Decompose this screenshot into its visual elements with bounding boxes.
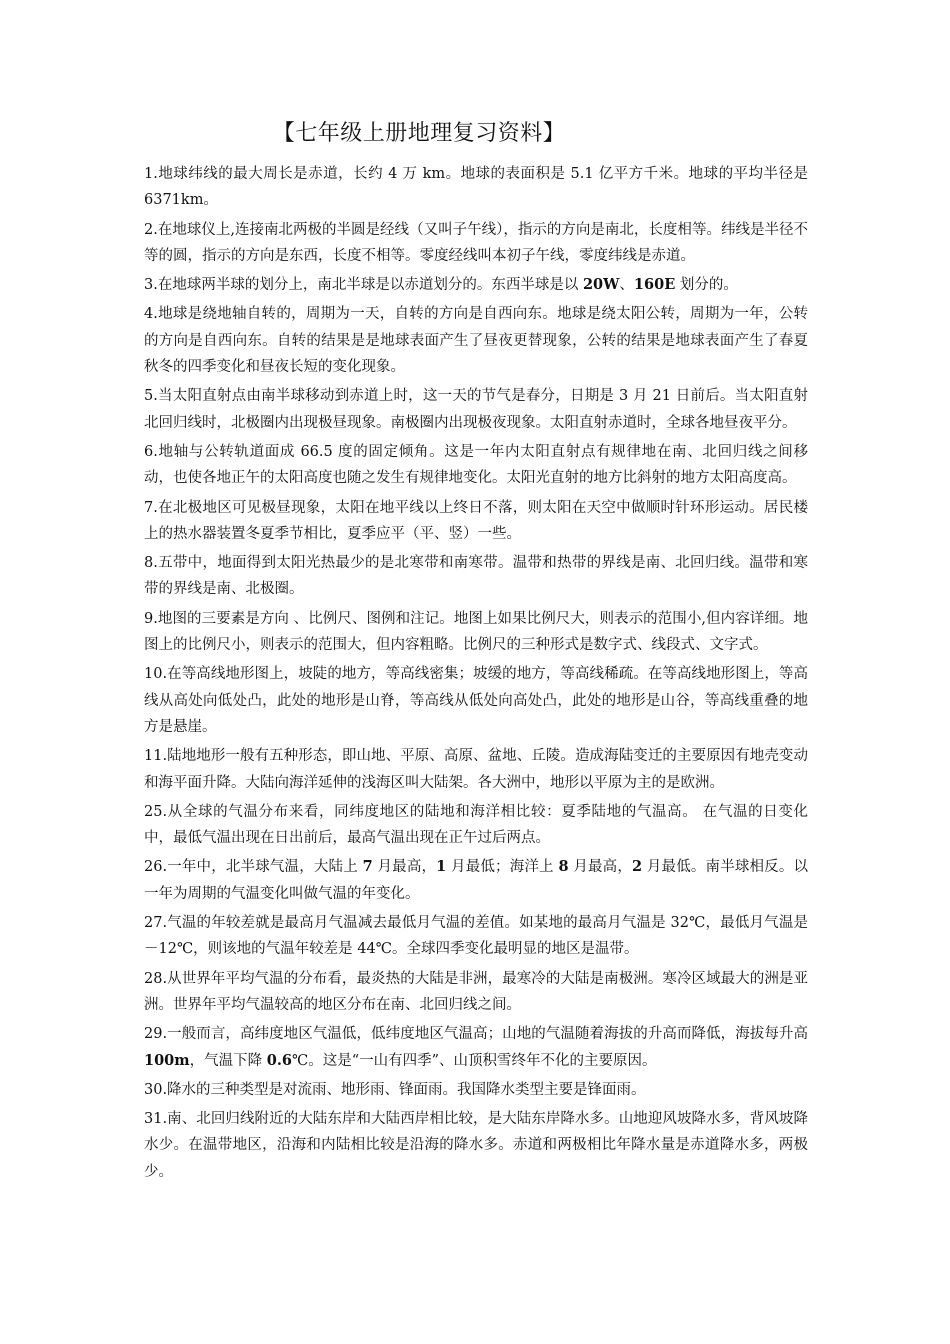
text-run: 27.气温的年较差就是最高月气温减去最低月气温的差值。如某地的最高月气温是 32℃，最低月气温是－12℃，则该地的气温年较差是 44℃。全球四季变化最明显的地区是温带。 <box>144 915 808 958</box>
text-run: 月最高， <box>372 859 437 876</box>
bold-text: 100m <box>144 1051 190 1069</box>
paragraph <box>144 743 808 796</box>
text-run: 5.当太阳直射点由南半球移动到赤道上时，这一天的节气是春分，日期是 3 月 21 日前后。当太阳直射北回归线时，北极圈内出现极昼现象。南极圈内出现极夜现象。太阳直射赤道时，全球各地昼夜平分。 <box>144 388 808 431</box>
text-run: 7.在北极地区可见极昼现象，太阳在地平线以上终日不落，则太阳在天空中做顺时针环形运动。居民楼上的热水器装置冬夏季节相比，夏季应平（平、竖）一些。 <box>144 499 808 542</box>
paragraph <box>144 301 808 380</box>
text-run: 划分的。 <box>675 277 738 294</box>
bold-text: 0.6 <box>266 1051 292 1069</box>
bold-text: 20W <box>582 276 620 294</box>
paragraph <box>144 272 808 298</box>
text-run: 、 <box>619 277 634 294</box>
bold-text: 2 <box>632 858 643 876</box>
paragraph <box>144 1077 808 1103</box>
paragraph <box>144 966 808 1019</box>
document-title: 【七年级上册地理复习资料】 <box>272 121 566 146</box>
text-run: 8.五带中，地面得到太阳光热最少的是北寒带和南寒带。温带和热带的界线是南、北回归线。温带和寒带的界线是南、北极圈。 <box>144 555 808 598</box>
bold-text: 8 <box>558 858 569 876</box>
text-run: 30.降水的三种类型是对流雨、地形雨、锋面雨。我国降水类型主要是锋面雨。 <box>144 1081 646 1098</box>
paragraph <box>144 550 808 603</box>
paragraph <box>144 217 808 270</box>
text-run: 1.地球纬线的最大周长是赤道，长约 4 万 km。地球的表面积是 5.1 亿平方千米。地球的平均半径是 6371km。 <box>144 166 808 209</box>
paragraph <box>144 161 808 214</box>
text-run: 10.在等高线地形图上，坡陡的地方，等高线密集；坡缓的地方，等高线稀疏。在等高线地形图上，等高线从高处向低处凸，此处的地形是山脊，等高线从低处向高处凸，此处的地形是山谷，等高线重叠的地方是悬崖。 <box>144 666 808 735</box>
text-run: 6.地轴与公转轨道面成 66.5 度的固定倾角。这是一年内太阳直射点有规律地在南、北回归线之间移动，也使各地正午的太阳高度也随之发生有规律地变化。太阳光直射的地方比斜射的地方太阳高度高。 <box>144 443 808 487</box>
bold-text: 1 <box>436 858 447 876</box>
text-run: 2.在地球仪上,连接南北两极的半圆是经线（又叫子午线），指示的方向是南北，长度相等。纬线是半径不等的圆，指示的方向是东西，长度不相等。零度经线叫本初子午线，零度纬线是赤道。 <box>144 221 808 264</box>
text-run: 11.陆地地形一般有五种形态，即山地、平原、高原、盆地、丘陵。造成海陆变迁的主要原因有地壳变动和海平面升降。大陆向海洋延伸的浅海区叫大陆架。各大洲中，地形以平原为主的是欧洲。 <box>144 748 808 791</box>
text-run: 9.地图的三要素是方向 、比例尺、图例和注记。地图上如果比例尺大，则表示的范围小,但内容详细。地图上的比例尺小，则表示的范围大，但内容粗略。比例尺的三种形式是数字式、线段式、文字式。 <box>144 610 808 654</box>
text-run: ，气温下降 <box>189 1052 267 1069</box>
text-run: 31.南、北回归线附近的大陆东岸和大陆西岸相比较，是大陆东岸降水多。山地迎风坡降水多，背风坡降水少。在温带地区，沿海和内陆相比较是沿海的降水多。赤道和两极相比年降水量是赤道降水多，两极少。 <box>144 1111 808 1180</box>
bold-text: 160E <box>633 276 676 294</box>
text-run: 月最低。南半球相反。以一年为周期的气温变化叫做气温的年变化。 <box>144 859 809 902</box>
text-run: 25.从全球的气温分布来看，同纬度地区的陆地和海洋相比较：夏季陆地的气温高。 在气温的日变化中，最低气温出现在日出前后，最高气温出现在正午过后两点。 <box>144 803 808 847</box>
paragraph <box>144 854 808 907</box>
text-run: 3.在地球两半球的划分上，南北半球是以赤道划分的。东西半球是以 <box>144 277 583 294</box>
paragraph <box>144 910 808 963</box>
paragraph <box>144 495 808 548</box>
paragraph <box>144 439 808 492</box>
paragraph <box>144 606 808 659</box>
text-run: 29.一般而言，高纬度地区气温低，低纬度地区气温高；山地的气温随着海拔的升高而降低，海拔每升高 <box>144 1026 808 1043</box>
text-run: 26.一年中，北半球气温，大陆上 <box>144 859 363 876</box>
text-run: 28.从世界年平均气温的分布看，最炎热的大陆是非洲，最寒冷的大陆是南极洲。寒冷区域最大的洲是亚洲。世界年平均气温较高的地区分布在南、北回归线之间。 <box>144 970 808 1013</box>
text-run: 4.地球是绕地轴自转的，周期为一天，自转的方向是自西向东。地球是绕太阳公转，周期为一年，公转的方向是自西向东。自转的结果是是地球表面产生了昼夜更替现象，公转的结果是地球表面产生了春夏秋冬的四季变化和昼夜长短的变化现象。 <box>144 306 808 376</box>
paragraph <box>144 799 808 852</box>
paragraph <box>144 383 808 436</box>
bold-text: 7 <box>362 858 373 876</box>
paragraph <box>144 661 808 740</box>
text-run: ℃。这是“一山有四季”、山顶积雪终年不化的主要原因。 <box>291 1052 657 1069</box>
paragraph <box>144 1106 808 1185</box>
text-run: 月最低；海洋上 <box>446 859 559 876</box>
paragraph <box>144 1021 808 1074</box>
document-body <box>144 161 808 1188</box>
text-run: 月最高， <box>568 859 632 876</box>
